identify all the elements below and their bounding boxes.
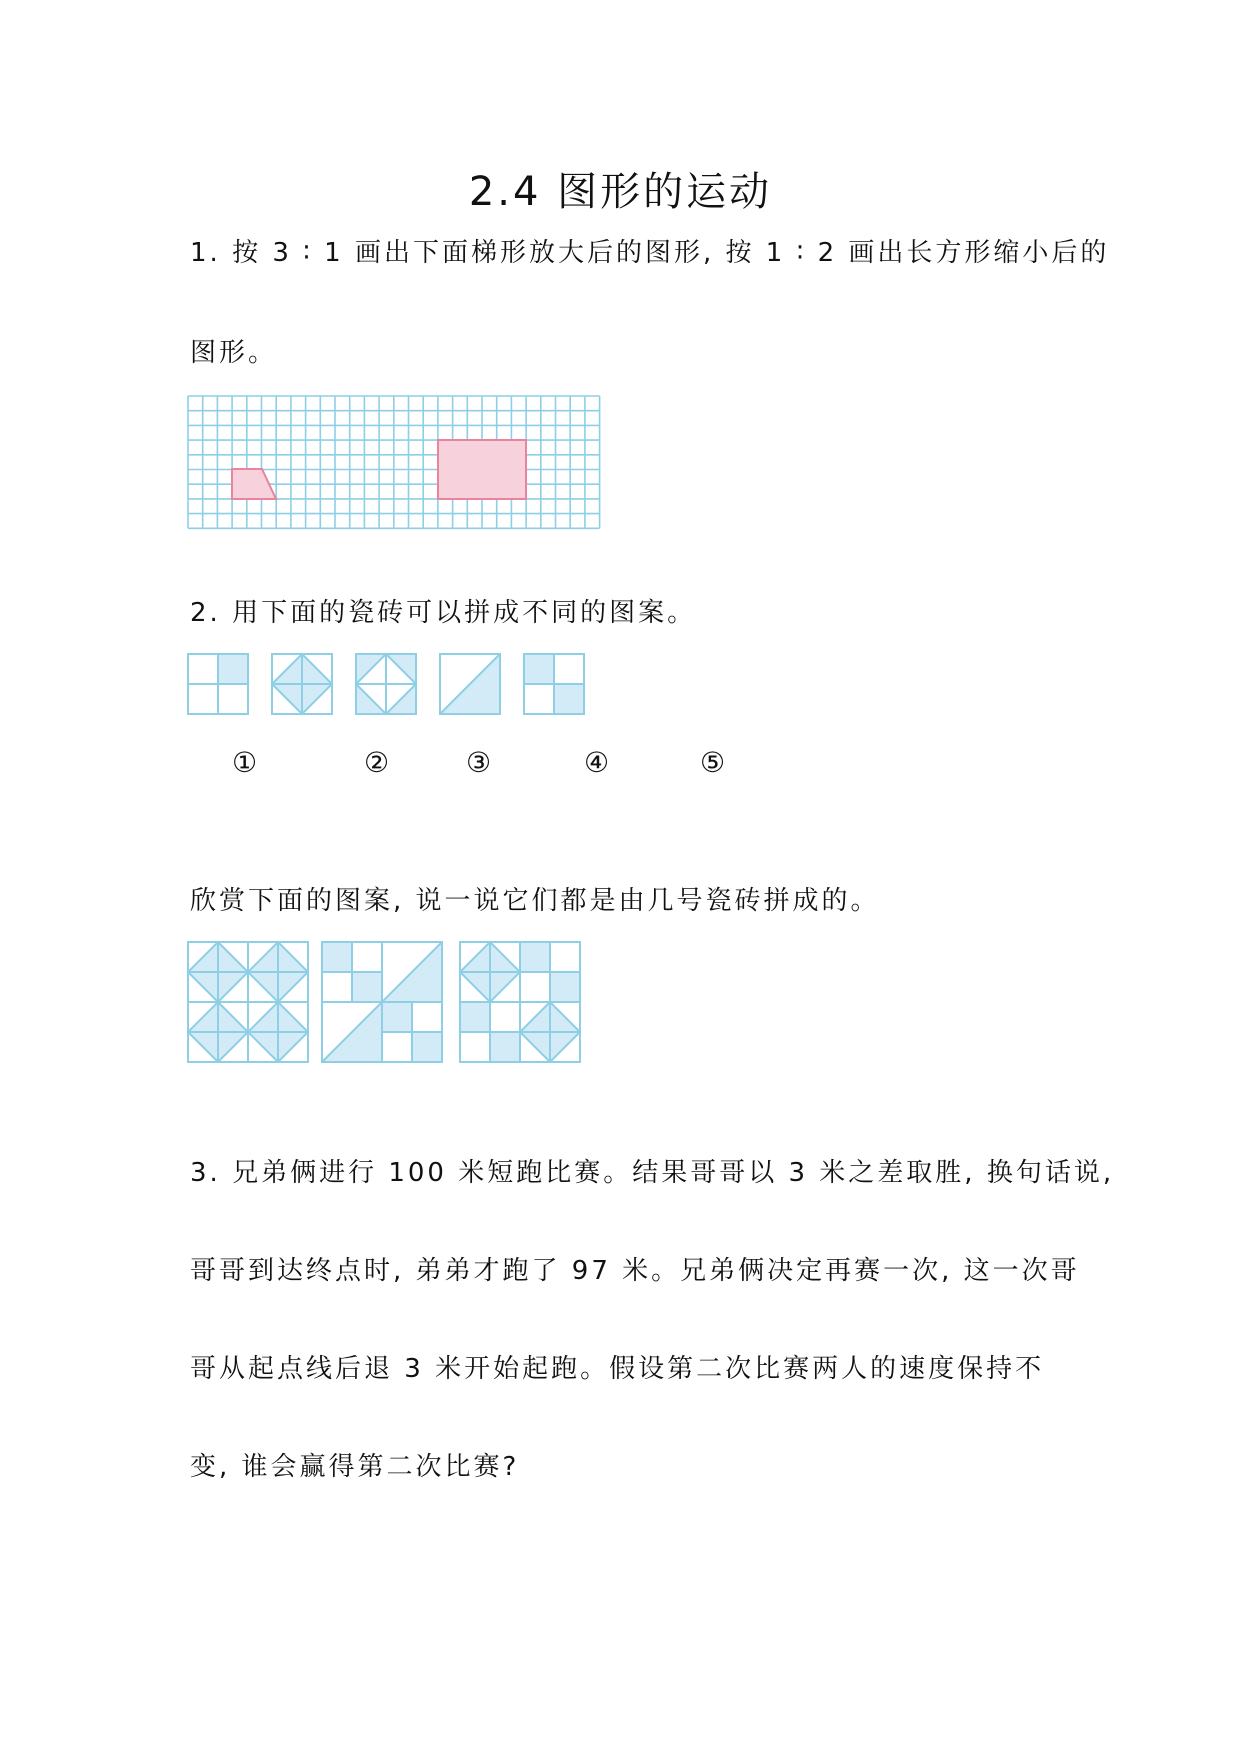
tile-label-5: ⑤ (700, 746, 726, 779)
question-3-line-3: 哥从起点线后退 3 米开始起跑。假设第二次比赛两人的速度保持不 (190, 1354, 1045, 1384)
tile-1 (188, 654, 248, 714)
pattern-1 (188, 942, 308, 1062)
tile-5 (524, 654, 584, 714)
question-1-line-1: 1. 按 3 ∶ 1 画出下面梯形放大后的图形, 按 1 ∶ 2 画出长方形缩小后的 (190, 238, 1110, 268)
question-2-line-1: 2. 用下面的瓷砖可以拼成不同的图案。 (190, 598, 697, 628)
tile-label-2: ② (364, 746, 390, 779)
tile-4 (440, 654, 500, 714)
question-3-line-1: 3. 兄弟俩进行 100 米短跑比赛。结果哥哥以 3 米之差取胜, 换句话说, (190, 1158, 1115, 1188)
page-title: 2.4 图形的运动 (468, 169, 773, 215)
question-1-line-2: 图形。 (190, 338, 278, 368)
pattern-3 (460, 942, 580, 1062)
tile-label-1: ① (232, 746, 258, 779)
tile-label-3: ③ (466, 746, 492, 779)
question-3-line-2: 哥哥到达终点时, 弟弟才跑了 97 米。兄弟俩决定再赛一次, 这一次哥 (190, 1256, 1080, 1286)
tile-2 (272, 654, 332, 714)
grid-figure (188, 396, 600, 530)
tile-3 (356, 654, 416, 714)
rectangle-shape (438, 440, 526, 499)
question-3-line-4: 变, 谁会赢得第二次比赛? (190, 1452, 520, 1482)
tile-label-4: ④ (584, 746, 610, 779)
trapezoid-shape (232, 469, 276, 499)
pattern-2 (322, 942, 442, 1062)
question-2-line-2: 欣赏下面的图案, 说一说它们都是由几号瓷砖拼成的。 (190, 886, 880, 916)
